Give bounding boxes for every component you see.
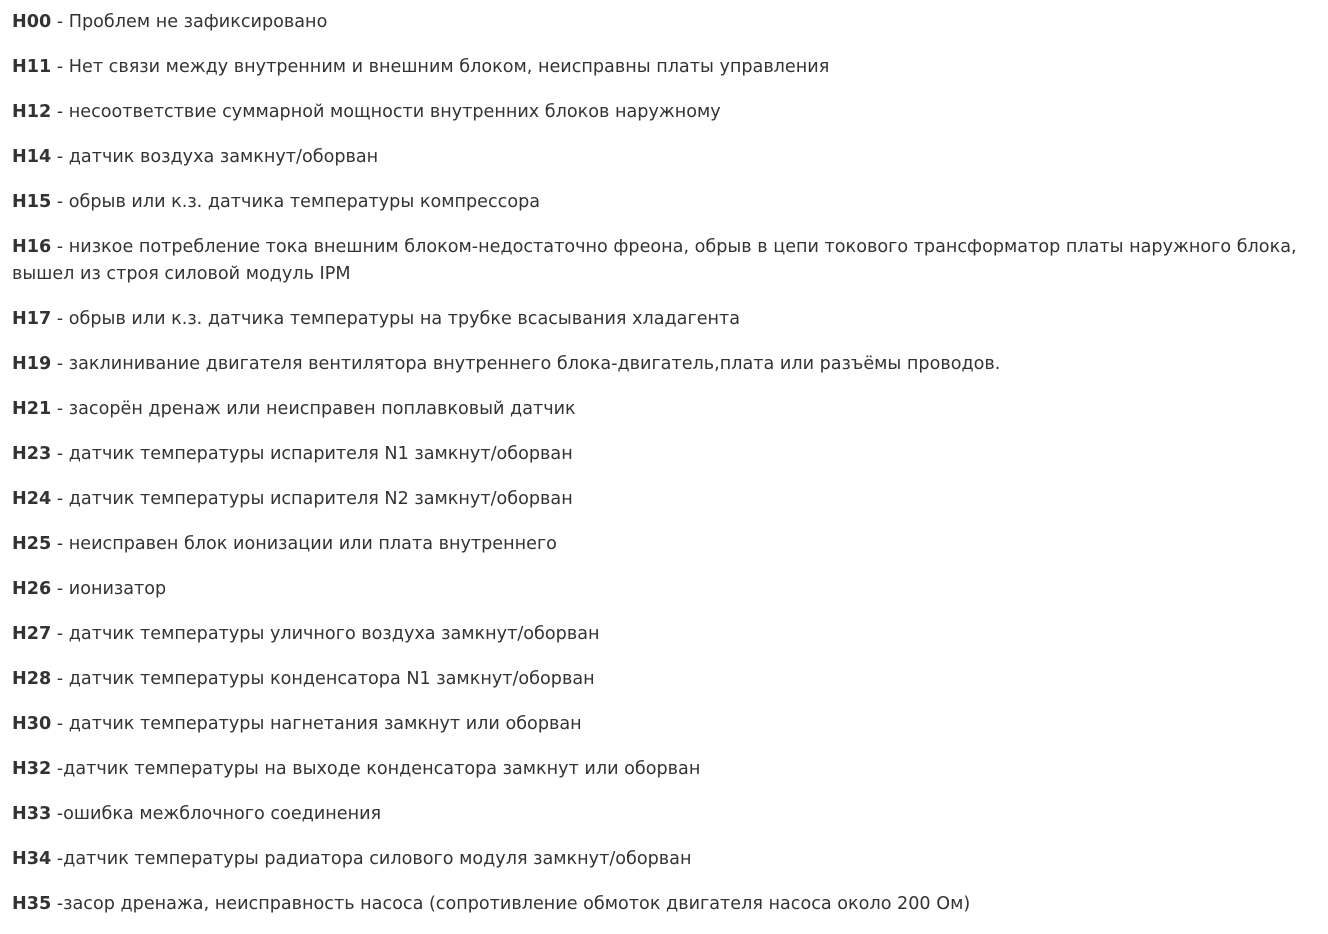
separator: -	[51, 849, 64, 869]
error-entry-h12	[12, 99, 1312, 126]
error-entry-h00	[12, 9, 1312, 36]
separator: -	[51, 354, 69, 374]
separator: -	[51, 147, 69, 167]
error-description: датчик температуры уличного воздуха замкнут/оборван	[68, 624, 600, 644]
error-code: H34	[12, 849, 52, 869]
error-description: датчик воздуха замкнут/оборван	[68, 147, 379, 167]
error-description: датчик температуры радиатора силового модуля замкнут/оборван	[63, 849, 692, 869]
separator: -	[51, 894, 64, 914]
separator: -	[51, 579, 69, 599]
error-code: H19	[12, 354, 52, 374]
error-code: H26	[12, 579, 52, 599]
separator: -	[51, 534, 69, 554]
error-code: H17	[12, 309, 52, 329]
error-description: засор дренажа, неисправность насоса (сопротивление обмоток двигателя насоса около 200 Ом)	[63, 894, 971, 914]
error-entry-h27	[12, 621, 1312, 648]
error-code: H35	[12, 894, 52, 914]
separator: -	[51, 669, 69, 689]
error-code: H16	[12, 237, 52, 257]
error-description: датчик температуры конденсатора N1 замкнут/оборван	[68, 669, 595, 689]
error-description: низкое потребление тока внешним блоком-недостаточно фреона, обрыв в цепи токового трансформатор платы наружного блока, вышел из строя силовой модуль IPM	[12, 237, 1297, 284]
error-entry-h19	[12, 351, 1312, 378]
separator: -	[51, 102, 69, 122]
separator: -	[51, 714, 69, 734]
error-entry-h32	[12, 756, 1312, 783]
error-code: H15	[12, 192, 52, 212]
error-code: H30	[12, 714, 52, 734]
error-description: засорён дренаж или неисправен поплавковый датчик	[68, 399, 576, 419]
error-code: H00	[12, 12, 52, 32]
error-description: несоответствие суммарной мощности внутренних блоков наружному	[68, 102, 721, 122]
error-entry-h24	[12, 486, 1312, 513]
separator: -	[51, 624, 69, 644]
error-entry-h17	[12, 306, 1312, 333]
error-entry-h21	[12, 396, 1312, 423]
error-code: H32	[12, 759, 52, 779]
separator: -	[51, 192, 69, 212]
separator: -	[51, 804, 64, 824]
error-description: датчик температуры испарителя N1 замкнут/оборван	[68, 444, 573, 464]
error-code: H23	[12, 444, 52, 464]
error-entry-h14	[12, 144, 1312, 171]
error-entry-h23	[12, 441, 1312, 468]
separator: -	[51, 237, 69, 257]
error-entry-h30	[12, 711, 1312, 738]
error-code: H28	[12, 669, 52, 689]
error-entry-h15	[12, 189, 1312, 216]
separator: -	[51, 399, 69, 419]
separator: -	[51, 444, 69, 464]
error-description: заклинивание двигателя вентилятора внутреннего блока-двигатель,плата или разъёмы проводов.	[68, 354, 1001, 374]
error-description: ошибка межблочного соединения	[63, 804, 382, 824]
error-entry-h35	[12, 891, 1312, 918]
error-description: датчик температуры испарителя N2 замкнут/оборван	[68, 489, 573, 509]
error-code: H21	[12, 399, 52, 419]
error-entry-h33	[12, 801, 1312, 828]
error-description: датчик температуры нагнетания замкнут или оборван	[68, 714, 582, 734]
error-description: Нет связи между внутренним и внешним блоком, неисправны платы управления	[68, 57, 830, 77]
error-code: H12	[12, 102, 52, 122]
error-description: ионизатор	[68, 579, 167, 599]
separator: -	[51, 309, 69, 329]
error-entry-h16	[12, 234, 1312, 288]
error-code: H25	[12, 534, 52, 554]
error-description: неисправен блок ионизации или плата внутреннего	[68, 534, 557, 554]
separator: -	[51, 12, 69, 32]
error-code: H24	[12, 489, 52, 509]
error-code: H33	[12, 804, 52, 824]
error-description: обрыв или к.з. датчика температуры на трубке всасывания хладагента	[68, 309, 741, 329]
separator: -	[51, 759, 64, 779]
error-description: датчик температуры на выходе конденсатора замкнут или оборван	[63, 759, 701, 779]
separator: -	[51, 57, 69, 77]
error-entry-h28	[12, 666, 1312, 693]
error-entry-h26	[12, 576, 1312, 603]
error-description: обрыв или к.з. датчика температуры компрессора	[68, 192, 541, 212]
error-code: H14	[12, 147, 52, 167]
error-entry-h34	[12, 846, 1312, 873]
error-description: Проблем не зафиксировано	[68, 12, 328, 32]
error-entry-h11	[12, 54, 1312, 81]
separator: -	[51, 489, 69, 509]
error-code: H27	[12, 624, 52, 644]
error-entry-h25	[12, 531, 1312, 558]
error-code: H11	[12, 57, 52, 77]
